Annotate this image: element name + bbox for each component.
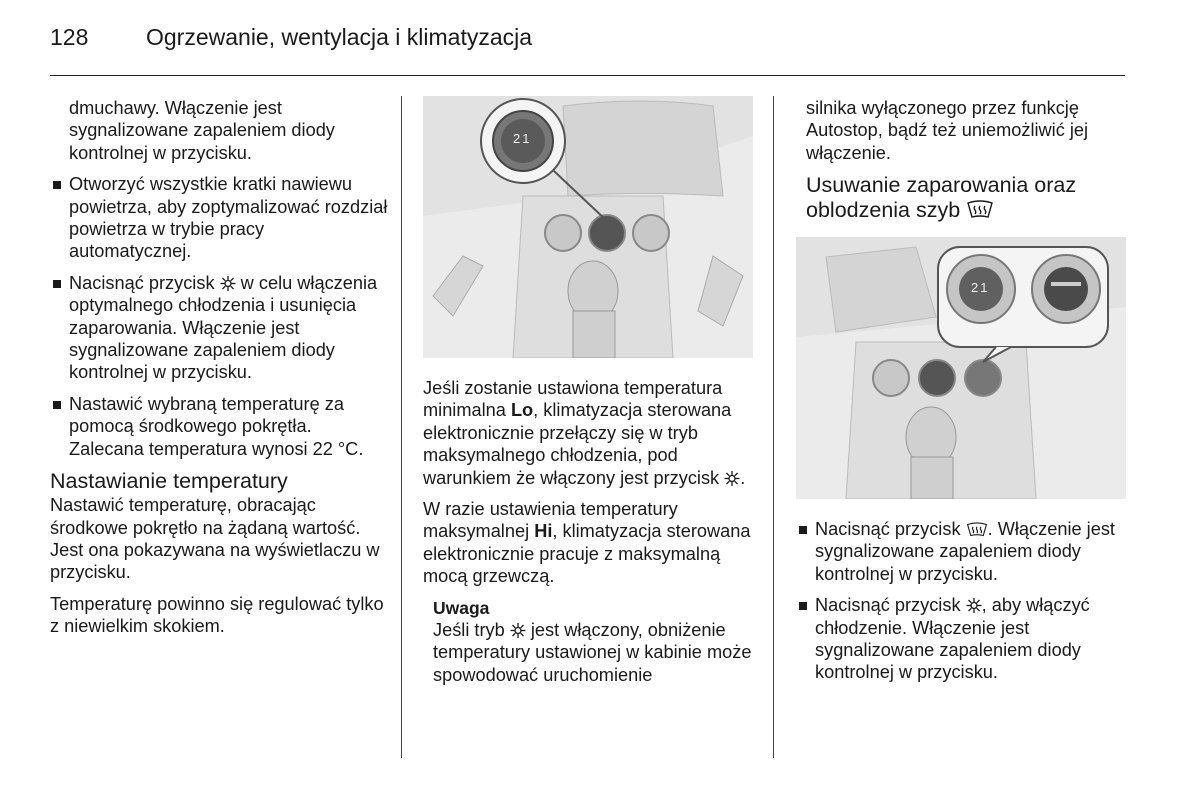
bullet-icon	[799, 602, 807, 610]
bullet-icon	[53, 280, 61, 288]
paragraph: Nastawić temperaturę, obracając środkowe pokrętło na żądaną wartość. Jest ona pokazywana na wyświetlaczu w przycisku.	[50, 495, 380, 583]
column-divider	[773, 96, 774, 758]
list-item-text: Nacisnąć przycisk	[69, 272, 215, 293]
snowflake-ac-icon	[220, 275, 236, 292]
header-rule	[50, 75, 1125, 76]
list-item-text: . Włączenie jest sygnalizowane zapaleniem diody kontrolnej w przycisku.	[815, 519, 1115, 584]
display-readout: 21	[513, 131, 532, 146]
page-title: Ogrzewanie, wentylacja i klimatyzacja	[146, 24, 533, 50]
column-2	[423, 377, 763, 686]
display-readout: 21	[971, 280, 990, 295]
windscreen-defrost-icon	[966, 200, 994, 220]
defrost-figure	[796, 237, 1126, 499]
section-heading: Nastawianie temperatury	[50, 469, 288, 494]
paragraph: silnika wyłączonego przez funkcję Autostop, bądź też uniemożliwić jej włączenie.	[806, 98, 1089, 163]
bullet-icon	[53, 181, 61, 189]
list-item	[50, 272, 390, 384]
list-item-text: Nacisnąć przycisk	[815, 595, 961, 616]
list-item	[50, 393, 390, 460]
paragraph: Jeśli zostanie ustawiona temperatura minimalna Lo, klimatyzacja sterowana elektronicznie przełączy się w tryb maksymalnego chłodzenia, pod warunkiem że włączony jest przycisk .	[423, 378, 746, 488]
dashboard-figure	[423, 96, 753, 358]
column-divider	[401, 96, 402, 758]
windscreen-defrost-icon	[966, 522, 988, 538]
snowflake-ac-icon	[966, 597, 982, 614]
page-number: 128	[50, 24, 89, 50]
column-3-list	[796, 518, 1126, 693]
snowflake-ac-icon	[724, 470, 740, 487]
paragraph: Temperaturę powinno się regulować tylko z niewielkim skokiem.	[50, 593, 384, 637]
paragraph: dmuchawy. Włączenie jest sygnalizowane zapaleniem diody kontrolnej w przycisku.	[69, 98, 335, 163]
list-item-text: Nastawić wybraną temperaturę za pomocą środkowego pokrętła. Zalecana temperatura wynosi 22 °C.	[69, 393, 364, 459]
list-item-text: Otworzyć wszystkie kratki nawiewu powietrza, aby zoptymalizować rozdział powietrza w trybie pracy automatycznej.	[69, 174, 388, 262]
list-item-text: w celu włączenia optymalnego chłodzenia i usunięcia zaparowania. Włączenie jest sygnalizowane zapaleniem diody kontrolnej w przycisku.	[69, 272, 378, 383]
list-item	[796, 518, 1126, 585]
bullet-icon	[53, 401, 61, 409]
list-item-text: , aby włączyć chłodzenie. Włączenie jest sygnalizowane zapaleniem diody kontrolnej w przycisku.	[815, 595, 1090, 683]
snowflake-ac-icon	[510, 622, 526, 639]
list-item	[796, 594, 1126, 684]
column-3	[806, 97, 1126, 223]
list-item	[50, 173, 390, 263]
list-item-text: Nacisnąć przycisk	[815, 519, 961, 539]
column-1	[50, 97, 390, 647]
bullet-icon	[799, 526, 807, 534]
section-heading: Usuwanie zaparowania oraz oblodzenia szyb	[806, 173, 1077, 223]
page-header	[50, 24, 532, 51]
paragraph: W razie ustawienia temperatury maksymalnej Hi, klimatyzacja sterowana elektronicznie pracuje z maksymalną mocą grzewczą.	[423, 499, 751, 587]
note-title: Uwaga	[433, 597, 490, 618]
note-text: Jeśli tryb jest włączony, obniżenie temperatury ustawionej w kabinie może spowodować uruchomienie	[433, 620, 752, 685]
